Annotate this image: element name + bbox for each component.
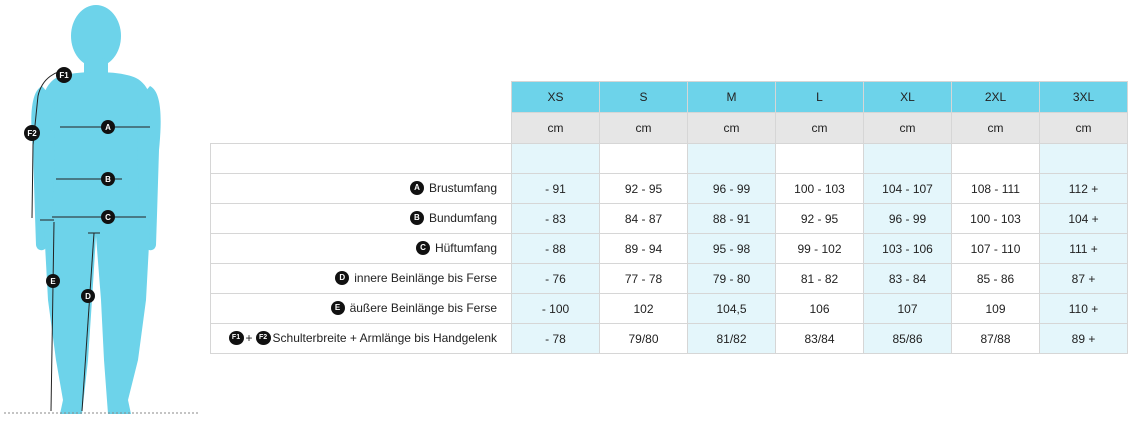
- figure-badge-e: [46, 274, 60, 288]
- size-header-xl: XL: [864, 82, 952, 113]
- svg-text:E: E: [50, 277, 56, 286]
- svg-text:F2: F2: [27, 129, 37, 138]
- size-header-2xl: 2XL: [952, 82, 1040, 113]
- svg-text:D: D: [85, 292, 91, 301]
- svg-text:A: A: [105, 123, 111, 132]
- value-cell-m: 96 - 99: [688, 174, 776, 204]
- size-header-l: L: [776, 82, 864, 113]
- measurement-label: innere Beinlänge bis Ferse: [354, 271, 497, 286]
- value-cell-s: 102: [600, 294, 688, 324]
- value-cell-xl: 83 - 84: [864, 264, 952, 294]
- blank-cell: [600, 144, 688, 174]
- blank-cell: [512, 144, 600, 174]
- figure-badge-f2: [24, 125, 40, 141]
- size-header-3xl: 3XL: [1040, 82, 1128, 113]
- table-row: [211, 264, 1128, 294]
- value-cell-2xl: 87/88: [952, 324, 1040, 354]
- measurement-badge-a: A: [410, 181, 424, 195]
- size-header-xs: XS: [512, 82, 600, 113]
- table-row: [211, 234, 1128, 264]
- value-cell-s: 84 - 87: [600, 204, 688, 234]
- measurement-badge-c: C: [416, 241, 430, 255]
- human-silhouette: [31, 5, 160, 414]
- measurement-label-cell: [211, 204, 512, 234]
- value-cell-m: 79 - 80: [688, 264, 776, 294]
- value-cell-m: 81/82: [688, 324, 776, 354]
- unit-cell: cm: [512, 113, 600, 144]
- blank-cell: [952, 144, 1040, 174]
- value-cell-xl: 96 - 99: [864, 204, 952, 234]
- blank-row: [211, 144, 1128, 174]
- size-header-s: S: [600, 82, 688, 113]
- unit-cell: cm: [688, 113, 776, 144]
- value-cell-m: 104,5: [688, 294, 776, 324]
- badge-connector: +: [245, 331, 253, 346]
- measurement-badge-d: D: [335, 271, 349, 285]
- table-row: [211, 324, 1128, 354]
- measurement-badge-f1: F1: [229, 331, 244, 345]
- body-measurement-figure: [0, 0, 205, 436]
- value-cell-3xl: 111 +: [1040, 234, 1128, 264]
- unit-cell: cm: [600, 113, 688, 144]
- figure-badge-d: [81, 289, 95, 303]
- unit-cell: cm: [1040, 113, 1128, 144]
- value-cell-l: 106: [776, 294, 864, 324]
- measurement-badge-b: B: [410, 211, 424, 225]
- figure-badge-a: [101, 120, 115, 134]
- measurement-label: Brustumfang: [428, 181, 497, 196]
- blank-label-cell: [211, 144, 512, 174]
- value-cell-3xl: 110 +: [1040, 294, 1128, 324]
- size-header-row: [211, 82, 1128, 113]
- measurement-badge-e: E: [331, 301, 345, 315]
- unit-cell: cm: [776, 113, 864, 144]
- measurement-label: Bundumfang: [428, 211, 497, 226]
- measurement-label-cell: [211, 294, 512, 324]
- value-cell-xs: - 91: [512, 174, 600, 204]
- value-cell-xl: 103 - 106: [864, 234, 952, 264]
- figure-badge-c: [101, 210, 115, 224]
- value-cell-3xl: 112 +: [1040, 174, 1128, 204]
- measurement-label: äußere Beinlänge bis Ferse: [349, 301, 497, 316]
- measurement-label-cell: [211, 234, 512, 264]
- value-cell-m: 95 - 98: [688, 234, 776, 264]
- value-cell-xl: 104 - 107: [864, 174, 952, 204]
- figure-badge-f1: [56, 67, 72, 83]
- figure-badge-b: [101, 172, 115, 186]
- value-cell-2xl: 108 - 111: [952, 174, 1040, 204]
- table-row: [211, 294, 1128, 324]
- unit-cell: cm: [952, 113, 1040, 144]
- value-cell-xs: - 83: [512, 204, 600, 234]
- measurement-label: Schulterbreite + Armlänge bis Handgelenk: [272, 331, 497, 346]
- svg-text:C: C: [105, 213, 111, 222]
- value-cell-m: 88 - 91: [688, 204, 776, 234]
- blank-cell: [688, 144, 776, 174]
- value-cell-s: 92 - 95: [600, 174, 688, 204]
- blank-cell: [864, 144, 952, 174]
- table-row: [211, 174, 1128, 204]
- table-row: [211, 204, 1128, 234]
- value-cell-2xl: 100 - 103: [952, 204, 1040, 234]
- value-cell-3xl: 104 +: [1040, 204, 1128, 234]
- value-cell-3xl: 89 +: [1040, 324, 1128, 354]
- value-cell-l: 92 - 95: [776, 204, 864, 234]
- measurement-label: Hüftumfang: [434, 241, 497, 256]
- value-cell-2xl: 107 - 110: [952, 234, 1040, 264]
- size-chart-table: [210, 81, 1128, 354]
- unit-row: [211, 113, 1128, 144]
- svg-text:B: B: [105, 175, 111, 184]
- unit-cell: cm: [864, 113, 952, 144]
- blank-cell: [776, 144, 864, 174]
- value-cell-3xl: 87 +: [1040, 264, 1128, 294]
- value-cell-s: 79/80: [600, 324, 688, 354]
- value-cell-2xl: 85 - 86: [952, 264, 1040, 294]
- value-cell-l: 100 - 103: [776, 174, 864, 204]
- value-cell-s: 77 - 78: [600, 264, 688, 294]
- value-cell-xs: - 76: [512, 264, 600, 294]
- header-spacer: [211, 82, 512, 113]
- size-header-m: M: [688, 82, 776, 113]
- value-cell-xs: - 88: [512, 234, 600, 264]
- value-cell-l: 99 - 102: [776, 234, 864, 264]
- value-cell-2xl: 109: [952, 294, 1040, 324]
- unit-spacer: [211, 113, 512, 144]
- measurement-label-cell: [211, 264, 512, 294]
- value-cell-s: 89 - 94: [600, 234, 688, 264]
- value-cell-xl: 85/86: [864, 324, 952, 354]
- value-cell-xs: - 78: [512, 324, 600, 354]
- blank-cell: [1040, 144, 1128, 174]
- measurement-badge-f2: F2: [256, 331, 271, 345]
- value-cell-l: 83/84: [776, 324, 864, 354]
- measurement-label-cell: [211, 174, 512, 204]
- value-cell-xl: 107: [864, 294, 952, 324]
- measurement-label-cell: [211, 324, 512, 354]
- value-cell-l: 81 - 82: [776, 264, 864, 294]
- svg-text:F1: F1: [59, 71, 69, 80]
- value-cell-xs: - 100: [512, 294, 600, 324]
